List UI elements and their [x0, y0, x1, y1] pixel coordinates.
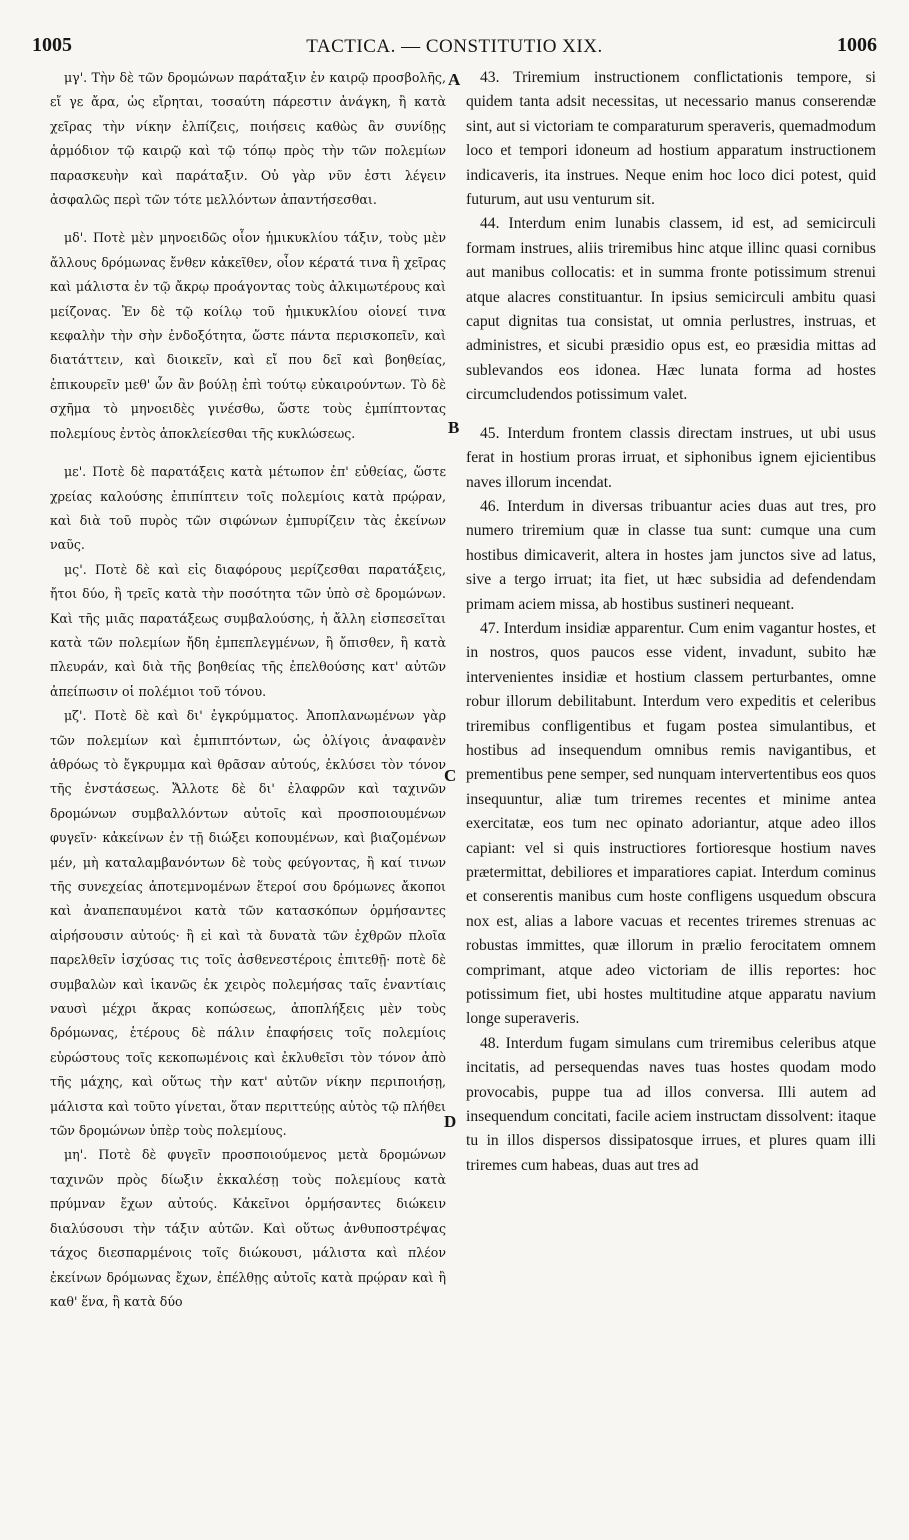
greek-paragraph-44: μδ'. Ποτὲ μὲν μηνοειδῶς οἷον ἡμικυκλίου τάξιν, τοὺς μὲν ἄλλους δρόμωνας ἔνθεν κἀκεῖθεν, οἷον κέρατά τινα ἢ χεῖρας καὶ μάλιστα ἐν τῷ ἄκρῳ προάγοντας τοὺς ἀλκιμωτέρους καὶ μείζονας. Ἐν δὲ τῷ κοίλῳ τοῦ ἡμικυκλίου οἱονεί τινα κεφαλὴν τὴν σὴν ἐνδοξότητα, ὥστε πάντα περισκοπεῖν, καὶ διατάττειν, καὶ διοικεῖν, καὶ εἴ που δεῖ καὶ βοηθείας, ἐπικουρεῖν μεθ' ὧν ἂν βούλῃ ἐπὶ τούτῳ εὐκαιρούντων. Τὸ δὲ σχῆμα τὸ μηνοειδὲς γινέσθω, ὥστε τοὺς ἐμπίπτοντας πολεμίους ἐντὸς ἀποκλείεσθαι τῆς κυκλώσεως. [50, 230, 446, 441]
latin-paragraph-47: 47. Interdum insidiæ apparentur. Cum enim vagantur hostes, et in nostros, quos paucos esse vident, invadunt, subito hæ intervenientes insidiæ et hostium classem perturbantes, omne robur illorum debilitabunt. Interdum vero expeditis et celeribus triremibus confligentibus et fugam postea simulantibus, et hostibus ad insequendum omnibus remis navigantibus, et prementibus pene semper, sed nunquam intervertentibus eos quos insequuntur, aliæ tum triremes recentes et minime antea exercitatæ, eos tum nec opinato adoriantur, atque adeo illos capiant: vel si quis instructiores fortioresque hostium naves prætermittat, debiliores et imparatiores capiat. Interdum cominus et conserentis manibus cum hoste confligens usquedum obscura nox est, alias a labore vacuas et recentes triremes strenuas ac robustas immittes, quæ illorum in prælio ferocitatem omnem comprimant, atque adeo victoriam de illis reportes: hoc potissimum fiet, ubi hostes multitudine atque apparatu navium longe superaveris. [466, 619, 876, 1028]
margin-marker-c: C [444, 766, 457, 785]
margin-marker-d: D [444, 1112, 457, 1131]
running-title: TACTICA. — CONSTITUTIO XIX. [306, 36, 603, 57]
margin-marker-b: B [448, 418, 460, 437]
latin-column [466, 66, 876, 1178]
greek-column [50, 66, 446, 1314]
greek-paragraph-48: μη'. Ποτὲ δὲ φυγεῖν προσποιούμενος μετὰ δρομώνων ταχινῶν πρὸς δίωξιν ἐκκαλέσῃ τοὺς πολεμίους κατὰ πρύμναν ἔχων αὐτούς. Κἀκεῖνοι ὁρμήσαντες διώκειν διαλύσουσι τὴν τάξιν αὐτῶν. Καὶ οὕτως ἀνθυποστρέψας τάχος διεσπαρμένοις τοῖς διώκουσι, μάλιστα καὶ πλέον ἐκείνων δρόμωνας ἔχων, ἐπέλθῃς αὐτοῖς κατὰ πρῴραν καὶ ἢ καθ' ἕνα, ἢ κατὰ δύο [50, 1147, 446, 1309]
latin-paragraph-46: 46. Interdum in diversas tribuantur acies duas aut tres, pro numero triremium quæ in classe tua sunt: cumque una cum hostibus dimicaverit, altera in hostes jam junctos sive ad latus, sive a tergo irruat; ita fiet, ut hæc subsidia ad defendendam primam aciem missa, ab hostibus sustineri nequeant. [466, 497, 876, 613]
page-number-right: 1006 [837, 34, 877, 56]
greek-paragraph-47: μζ'. Ποτὲ δὲ καὶ δι' ἐγκρύμματος. Ἀποπλανωμένων γὰρ τῶν πολεμίων καὶ ἐμπιπτόντων, ὡς ὀλίγοις ἀναφανὲν ἀθρόως τὸ ἔγκρυμμα καὶ θρᾶσαν αὐτούς, ἐκλύσει τὸν τόνον τῆς ἐνστάσεως. Ἄλλοτε δὲ δι' ἐλαφρῶν καὶ ταχινῶν δρομώνων συμβαλλόντων αὐτοῖς καὶ προσποιουμένων φυγεῖν· κἀκείνων ἐν τῇ διώξει κοπουμένων, καὶ βιαζομένων μέν, μὴ καταλαμβανόντων δὲ τοὺς φεύγοντας, ἢ καί τινων τῆς συνεχείας ἀποτεμνομένων ἕτεροί σου δρόμωνες ἄκοποι καὶ ἀναπεπαυμένοι κατὰ τῶν κατασκόπων ὁρμήσαντες αἱρήσουσιν αὐτούς· ἢ εἰ καὶ τὰ δυνατὰ τῶν ἐχθρῶν πλοῖα παρελθεῖν ἰσχύσας τις τοῖς ἀσθενεστέροις ἐπιτεθῇ· ποτὲ δὲ συμβαλὼν καὶ ἱκανῶς ἐκ χειρὸς πολεμήσας ταῖς ἐναντίαις ναυσὶ μέχρι ἄκρας κοπώσεως, ἀποπλήξεις μὲν τοὺς δρόμωνας, ἑτέρους δὲ πάλιν ἐπαφήσεις τοῖς πολεμίοις εὑρώστους τοῖς κεκοπωμένοις καὶ ἐκλυθεῖσι τὸν τόνον ἀπὸ τῆς μάχης, καὶ οὕτως τὴν κατ' αὐτῶν νίκην περιποιήσῃ, μάλιστα καὶ τοῦτο γίνεται, ὅταν περιττεύῃς αὐτὸς τῷ πλήθει τῶν δρομώνων ὑπὲρ τοὺς πολεμίους. [50, 708, 446, 1139]
latin-paragraph-43: 43. Triremium instructionem conflictationis tempore, si quidem tanta adsit necessitas, ut necessario manus conserendæ sint, aut si victoriam te comparaturum speraveris, quemadmodum loco et tempori idoneum ad hostium apparatum instructionem indicaveris, ita instrues. Neque enim hoc loco dici potest, quid futurum, aut usu venturum sit. [466, 69, 876, 209]
margin-marker-a: A [448, 70, 461, 89]
greek-paragraph-46: μς'. Ποτὲ δὲ καὶ εἰς διαφόρους μερίζεσθαι παρατάξεις, ἤτοι δύο, ἢ τρεῖς κατὰ τὴν ποσότητα τῶν ὑπὸ σὲ δρομώνων. Καὶ τῆς μιᾶς παρατάξεως συμβαλούσης, ἡ ἄλλη εἰσπεσεῖται κατὰ τῶν πολεμίων ἤδη ἐμπεπλεγμένων, ἢ ὄπισθεν, ἢ κατὰ πλευράν, καὶ διὰ τῆς βοηθείας τῆς ἐπελθούσης κατ' αὐτῶν ἀπείπωσιν οἱ πολέμιοι τοῦ τόνου. [50, 561, 446, 699]
latin-paragraph-44: 44. Interdum enim lunabis classem, id est, ad semicirculi formam instrues, aliis triremibus hinc atque illinc quasi cornibus aut manibus collocatis: et in summa fronte potissimum strenui atque alacres constituantur. In ipsius semicirculi ambitu quasi caput dignitas tua consistat, ut omnia perlustres, instruas, et administres, et sicubi præsidio opus est, eo præsidia mittas ad sublevandos eos idonea. Hæc lunata forma ad hostes circumcludendos potissimum valet. [466, 215, 876, 404]
latin-paragraph-48: 48. Interdum fugam simulans cum triremibus celeribus atque incitatis, ad persequendas naves tuas hostes quodam modo provocabis, puppe tua ad illos conversa. Illi autem ad insequendum concitati, facile aciem instructam dissolvent: itaque tu in illos dispersos dissipatosque irrues, et plures quam illi triremes cum habeas, duas aut tres ad [466, 1034, 876, 1174]
latin-paragraph-45: 45. Interdum frontem classis directam instrues, ut ubi usus ferat in hostium proras irruat, et siphonibus ignem ejicientibus naves illorum incendat. [466, 424, 876, 491]
running-header [30, 34, 879, 62]
page-number-left: 1005 [32, 34, 72, 56]
greek-paragraph-43: μγ'. Τὴν δὲ τῶν δρομώνων παράταξιν ἐν καιρῷ προσβολῆς, εἴ γε ἄρα, ὡς εἴρηται, τοσαύτη πάρεστιν ἀνάγκη, ἢ κατὰ χεῖρας τὴν νίκην ἐλπίζεις, ποιήσεις καθὼς ἂν συνίδῃς ἁρμόδιον τῷ καιρῷ καὶ τῷ τόπῳ πρὸς τὴν τῶν πολεμίων παρασκευὴν καὶ παράταξιν. Οὐ γὰρ νῦν ἐστι λέγειν ἀσφαλῶς περὶ τῶν τότε μελλόντων ἀπαντήσεσθαι. [50, 70, 446, 208]
greek-paragraph-45: με'. Ποτὲ δὲ παρατάξεις κατὰ μέτωπον ἐπ' εὐθείας, ὥστε χρείας καλούσης ἐπιπίπτειν τοῖς πολεμίοις κατὰ πρῴραν, καὶ διὰ τοῦ πυρὸς τῶν σιφώνων ἐμπυρίζειν τὰς ἐκείνων ναῦς. [50, 464, 446, 553]
